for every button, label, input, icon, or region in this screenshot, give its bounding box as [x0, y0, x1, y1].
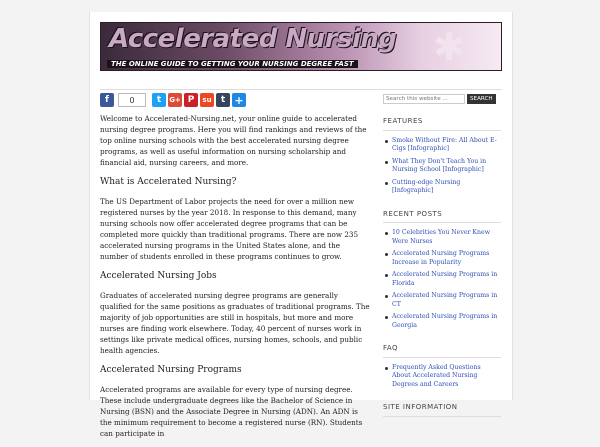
faq-title: FAQ [383, 344, 501, 358]
recent-post-link[interactable]: Accelerated Nursing Programs Increase in Popularity [392, 250, 490, 266]
recent-post-link[interactable]: Accelerated Nursing Programs in CT [392, 292, 498, 308]
site-tagline: THE ONLINE GUIDE TO GETTING YOUR NURSING DEGREE FAST [107, 60, 358, 68]
heading-what-is: What is Accelerated Nursing? [100, 177, 237, 187]
paragraph-what-is: The US Department of Labor projects the need for over a million new registered nurses by the year 2018. In response to this demand, many nursing schools now offer accelerated degree programs that can be completed more quickly than traditional programs. There are now 235 accelerated nursing programs in the United States alone, and the number of students enrolled in these programs continues to grow. [100, 197, 359, 261]
intro-paragraph: Welcome to Accelerated-Nursing.net, your online guide to accelerated nursing degree programs. Here you will find rankings and reviews of the top online nursing schools with the best accelerated nursing degree programs, as well as useful information on nursing scholarship and financial aid, nursing careers, and more. [100, 114, 367, 167]
tumblr-icon[interactable]: t [216, 93, 230, 107]
header-divider [100, 89, 502, 90]
feature-link[interactable]: Cutting-edge Nursing [Infographic] [392, 178, 461, 194]
star-of-life-icon: ✱ [433, 25, 465, 69]
sidebar [383, 94, 501, 423]
search-input[interactable] [383, 94, 465, 104]
faq-list [383, 364, 501, 390]
stumbleupon-icon[interactable]: su [200, 93, 214, 107]
recent-post-link[interactable]: 10 Celebrities You Never Knew Were Nurses [392, 229, 490, 245]
feature-link[interactable]: What They Don't Teach You in Nursing School [Infographic] [392, 157, 487, 173]
page-container [89, 12, 513, 438]
faq-link[interactable]: Frequently Asked Questions About Accelerated Nursing Degrees and Careers [392, 363, 481, 388]
heading-jobs: Accelerated Nursing Jobs [100, 271, 217, 281]
main-content [100, 113, 370, 447]
paragraph-programs: Accelerated programs are available for every type of nursing degree. These include undergraduate degrees like the Bachelor of Science in Nursing (BSN) and the Associate Degree in Nursing (ADN). An ADN is the minimum requirement to become a registered nurse (RN). Students can participate in [100, 385, 363, 438]
list-item[interactable] [383, 313, 501, 330]
twitter-icon[interactable]: t [152, 93, 166, 107]
recent-posts-list [383, 229, 501, 330]
google-plus-icon[interactable]: G+ [168, 93, 182, 107]
site-title[interactable]: Accelerated Nursing [109, 24, 397, 54]
share-more-icon[interactable]: + [232, 93, 246, 107]
list-item[interactable] [383, 364, 501, 390]
recent-post-link[interactable]: Accelerated Nursing Programs in Florida [392, 271, 498, 287]
facebook-icon[interactable]: f [100, 93, 114, 107]
pinterest-icon[interactable]: P [184, 93, 198, 107]
site-information-title: SITE INFORMATION [383, 403, 501, 417]
features-list [383, 137, 501, 196]
list-item[interactable] [383, 229, 501, 246]
list-item[interactable] [383, 158, 501, 175]
heading-programs: Accelerated Nursing Programs [100, 365, 242, 375]
paragraph-jobs: Graduates of accelerated nursing degree programs are generally qualified for the same positions as graduates of traditional programs. The majority of job opportunities are still in hospitals, but more and more nurses are finding work elsewhere. Today, 40 percent of nurses work in settings like private medical offices, nursing homes, schools, and public health agencies. [100, 291, 370, 355]
search-button[interactable]: SEARCH [467, 94, 496, 104]
recent-post-link[interactable]: Accelerated Nursing Programs in Georgia [392, 313, 498, 329]
list-item[interactable] [383, 137, 501, 154]
features-title: FEATURES [383, 117, 501, 131]
facebook-share-count: 0 [118, 93, 146, 107]
list-item[interactable] [383, 250, 501, 267]
social-share-bar [100, 92, 246, 108]
feature-link[interactable]: Smoke Without Fire: All About E-Cigs [Infographic] [392, 136, 497, 152]
site-header-banner[interactable] [100, 22, 502, 71]
list-item[interactable] [383, 292, 501, 309]
list-item[interactable] [383, 179, 501, 196]
list-item[interactable] [383, 271, 501, 288]
recent-posts-title: RECENT POSTS [383, 210, 501, 224]
search-form [383, 94, 501, 104]
